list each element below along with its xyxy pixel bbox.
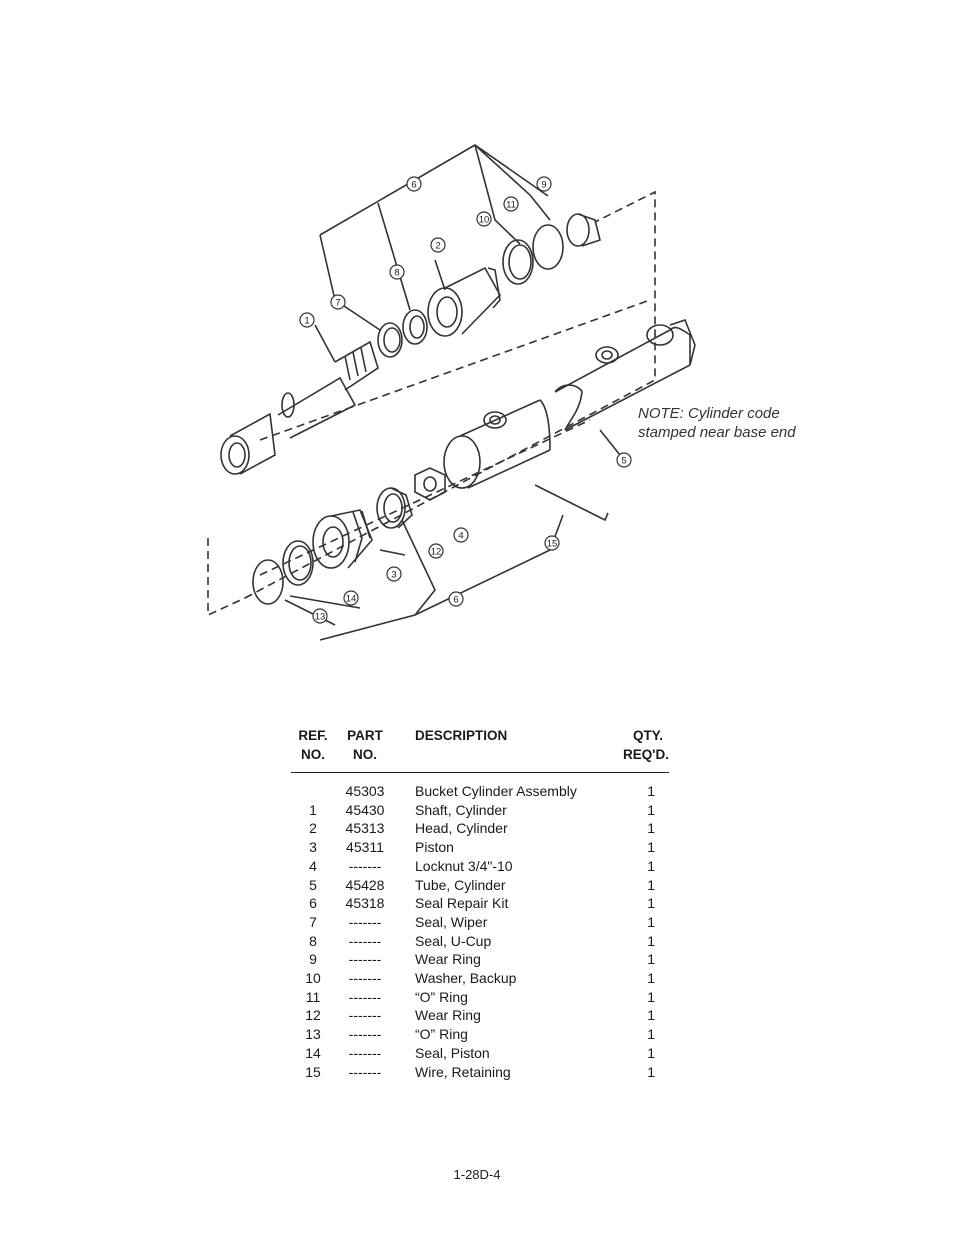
header-part-no: [335, 726, 395, 773]
callout-14: 14: [345, 593, 357, 605]
cell-qty: 1: [647, 913, 655, 930]
cell-part-no: 45430: [345, 801, 385, 818]
cell-qty: 1: [647, 1063, 655, 1080]
exploded-parts-diagram: [150, 130, 830, 660]
cell-part-no: -------: [348, 970, 382, 987]
cell-part-no: 45428: [345, 876, 385, 893]
cell-ref-no: 10: [305, 970, 321, 987]
callout-12: 12: [430, 546, 442, 558]
wear-ring-upper: [567, 214, 600, 246]
cell-ref-no: 15: [305, 1063, 321, 1080]
header-part-line-2: NO.: [352, 747, 377, 762]
callout-6-lower: 6: [453, 594, 459, 606]
cell-ref-no: 13: [305, 1026, 321, 1043]
cell-qty: 1: [647, 1044, 655, 1061]
cell-qty: 1: [647, 857, 655, 874]
wear-ring-lower: [377, 488, 412, 528]
cell-description: Seal, Piston: [415, 1044, 490, 1061]
table-row: [291, 932, 669, 951]
cell-description: Head, Cylinder: [415, 820, 508, 837]
table-row: [291, 913, 669, 932]
cell-part-no: -------: [348, 1026, 382, 1043]
shaft-cylinder: [278, 342, 378, 438]
cell-qty: 1: [647, 839, 655, 856]
callout-6-upper: 6: [411, 179, 417, 191]
table-row: [291, 819, 669, 838]
page-number: 1-28D-4: [453, 1167, 501, 1182]
callout-3: 3: [391, 569, 397, 581]
diagram-svg: [150, 130, 830, 660]
cylinder-code-note: [638, 404, 796, 442]
u-cup-seal: [403, 310, 427, 344]
cell-part-no: 45303: [345, 783, 385, 799]
cell-qty: 1: [647, 895, 655, 912]
callout-1: 1: [304, 315, 310, 327]
cell-part-no: -------: [348, 988, 382, 1005]
note-line-1: NOTE: Cylinder code: [638, 405, 780, 422]
table-row: [291, 988, 669, 1007]
cell-qty: 1: [647, 1026, 655, 1043]
cell-part-no: -------: [348, 913, 382, 930]
cell-part-no: -------: [348, 1044, 382, 1061]
cell-part-no: -------: [348, 951, 382, 968]
table-row: [291, 969, 669, 988]
header-ref-line-1: REF.: [298, 728, 328, 743]
callout-5: 5: [621, 455, 627, 467]
cylinder-head: [428, 268, 500, 336]
cell-part-no: 45318: [345, 895, 385, 912]
table-row: [291, 782, 669, 801]
cell-qty: 1: [647, 820, 655, 837]
table-row: [291, 876, 669, 895]
table-row: [291, 1025, 669, 1044]
table-row: [291, 838, 669, 857]
rod-end-clevis: [221, 414, 275, 474]
cell-description: Wear Ring: [415, 1007, 481, 1024]
header-ref-no: [291, 726, 335, 773]
header-qty-line-2: REQ'D.: [623, 747, 669, 762]
cell-description: Seal, U-Cup: [415, 932, 492, 949]
parts-table-header: [291, 726, 669, 773]
header-part-line-1: PART: [347, 728, 383, 743]
cell-ref-no: 6: [309, 895, 317, 912]
callout-10: 10: [478, 214, 490, 226]
cell-qty: 1: [647, 988, 655, 1005]
cell-description: Seal, Wiper: [415, 913, 488, 930]
piston: [313, 510, 372, 568]
header-description-text: DESCRIPTION: [415, 728, 508, 743]
o-ring-upper: [533, 225, 563, 269]
cell-ref-no: 2: [309, 820, 317, 837]
cell-part-no: -------: [348, 857, 382, 874]
cell-description: Bucket Cylinder Assembly: [415, 783, 577, 799]
cell-description: Wear Ring: [415, 951, 481, 968]
table-row: [291, 857, 669, 876]
cell-ref-no: 4: [309, 857, 317, 874]
parts-table-body: [291, 773, 669, 1082]
cell-description: “O” Ring: [415, 988, 468, 1005]
callout-15: 15: [546, 538, 558, 550]
wiper-seal: [378, 323, 402, 357]
cell-ref-no: 1: [309, 801, 317, 818]
table-row: [291, 1006, 669, 1025]
cell-part-no: 45311: [346, 839, 384, 856]
cell-ref-no: 11: [305, 988, 321, 1005]
cell-description: Locknut 3/4"-10: [415, 857, 513, 874]
table-row: [291, 801, 669, 820]
cell-description: Shaft, Cylinder: [415, 801, 507, 818]
cell-part-no: 45313: [345, 820, 385, 837]
cell-description: Wire, Retaining: [415, 1063, 511, 1080]
header-qty-reqd: [614, 726, 669, 773]
note-line-2: stamped near base end: [638, 424, 796, 441]
retaining-wire: [535, 485, 608, 520]
header-qty-line-1: QTY.: [632, 728, 663, 743]
cell-ref-no: [291, 782, 335, 801]
parts-table: [291, 726, 669, 1081]
cell-description: “O” Ring: [415, 1026, 468, 1043]
cell-qty: 1: [647, 783, 655, 799]
cell-qty: 1: [647, 1007, 655, 1024]
cell-part-no: -------: [348, 1063, 382, 1080]
spacer-row: [291, 773, 669, 783]
cell-ref-no: 12: [305, 1007, 321, 1024]
callout-7: 7: [335, 297, 341, 309]
cell-description: Seal Repair Kit: [415, 895, 509, 912]
callout-2: 2: [435, 240, 441, 252]
cell-ref-no: 7: [309, 913, 317, 930]
callout-8: 8: [394, 267, 400, 279]
table-row: [291, 950, 669, 969]
cell-description: Tube, Cylinder: [415, 876, 506, 893]
table-row: [291, 1063, 669, 1082]
cell-description: Washer, Backup: [415, 970, 517, 987]
cell-ref-no: 9: [309, 951, 317, 968]
cell-qty: 1: [647, 970, 655, 987]
header-ref-line-2: NO.: [300, 747, 325, 762]
cell-ref-no: 14: [305, 1044, 321, 1061]
piston-seal: [283, 541, 313, 585]
callout-11: 11: [506, 199, 516, 211]
cell-part-no: -------: [348, 1007, 382, 1024]
table-row: [291, 1044, 669, 1063]
cell-description: Piston: [415, 839, 454, 856]
cell-ref-no: 5: [309, 876, 317, 893]
cell-qty: 1: [647, 932, 655, 949]
o-ring-lower: [253, 560, 283, 604]
cell-part-no: -------: [348, 932, 382, 949]
backup-washer: [503, 240, 533, 284]
cell-ref-no: 8: [309, 932, 317, 949]
callout-13: 13: [314, 611, 326, 623]
cell-qty: 1: [647, 876, 655, 893]
callout-9: 9: [541, 179, 547, 191]
cell-qty: 1: [647, 951, 655, 968]
cell-qty: 1: [647, 801, 655, 818]
cell-ref-no: 3: [309, 839, 317, 856]
callout-4: 4: [458, 530, 464, 542]
table-row: [291, 894, 669, 913]
header-description: [395, 726, 614, 773]
